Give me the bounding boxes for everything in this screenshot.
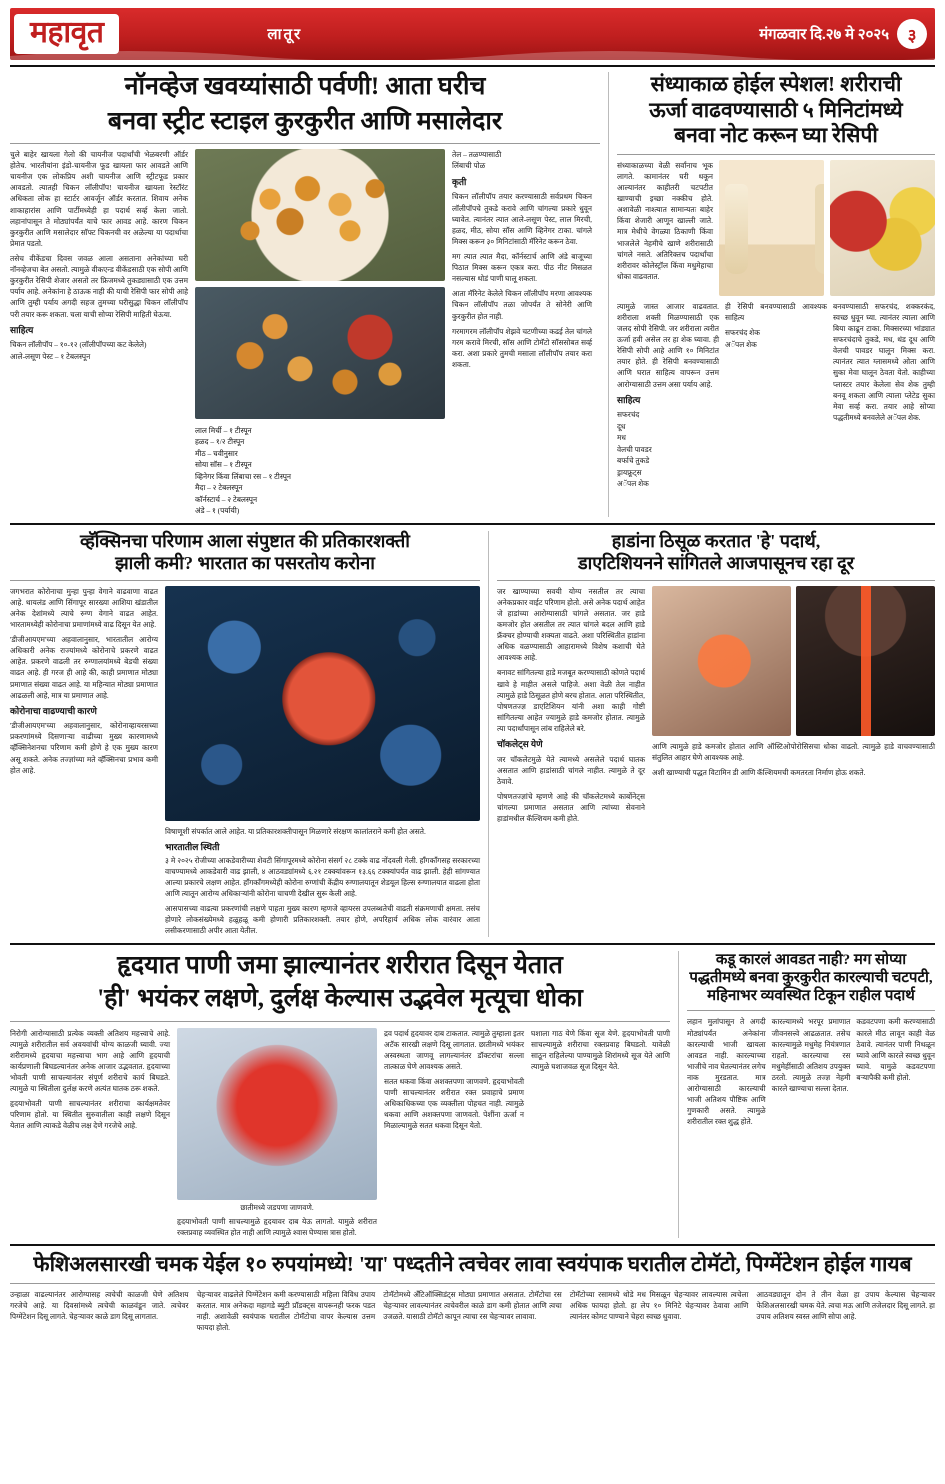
corona-para-6: आसपासच्या वाढत्या प्रकरणांची लक्षणे पाहता मुख्य कारण म्हणजे व्हायरस उपलब्धतेची वाढती संक्रमणाची क्षमता. तसंच होणारे लोकसंख्येमध्ये हळूहळू कमी होणारी प्रतिकारशक्ती. तयार होणे, अपरिहार्य अधिक लोक वारंवार आता लसीकरणासाठी अपीर आता येतील. <box>165 904 480 936</box>
heart-para-3: हृदयाभोवती पाणी साचल्यामुळे हृदयावर दाब येऊ लागतो. यामुळे शरीरात रक्तप्रवाह व्यवस्थित होत नाही आणि त्यामुळे श्वास घेण्यास त्रास होतो. <box>177 1217 377 1238</box>
article-pakoda <box>10 72 600 517</box>
smoothie-sub-item: अॅपल शेक <box>725 339 757 349</box>
corona-subhead-2: भारतातील स्थिती <box>165 841 220 852</box>
corona-headline-1: व्हॅक्सिनचा परिणाम आला संपुष्टात की प्रतिकारशक्ती <box>80 530 410 551</box>
smoothie-headline-3: बनवा नोट करून घ्या रेसिपी <box>674 123 878 148</box>
pakoda-method-heading: कृती <box>452 176 467 187</box>
pakoda-method-1: चिकन लॉलीपॉप तयार करण्यासाठी सर्वप्रथम चिकन लॉलीपॉपचे तुकडे करावे आणि चांगल्या प्रकारे धुवून घ्यावेत. त्यानंतर त्यात आले-लसूण पेस्ट, लाल मिरची, हळद, मीठ, सोया सॉस आणि व्हिनेगर टाका. चांगले मिक्स करून ३० मिनिटांसाठी मॅरिनेट करून ठेवा. <box>452 192 592 246</box>
smoothie-sub-item: सफरचंद शेक <box>725 328 760 338</box>
facial-headline: फेशिअलसारखी चमक येईल १० रुपयांमध्ये! 'या' पध्दतीने त्वचेवर लावा स्वयंपाक घरातील टोमॅटो, पिग्मेंटेशन होईल गायब <box>33 1252 912 1277</box>
corona-headline-2: झाली कमी? भारतात का पसरतोय करोना <box>115 552 375 573</box>
facial-col-5 <box>756 1289 935 1337</box>
smoothie-para-4: बनवण्यासाठी सफरचंद, शक्करकंद, स्वच्छ धुवून घ्या. त्यानंतर त्याला आणि बिया काढून टाका. मिक्सरच्या भांड्यात सफरचंदाचे तुकडे, मध, थंड दूध आणि वेलची पावडर घालून मिक्स करा. त्यानंतर त्यात ग्लासमध्ये ओता आणि सुका मेवा घालून ठेवता येतो. काहीच्या प्लास्टर तयार केलेला सेव शेक तुम्ही बनवू शकता आणि त्याला प्लेटेड सुका मेवा सर्व्ह करा. तयार आहे सोप्या पद्धतीमध्ये बनवलेले अॅपल शेक. <box>833 301 935 422</box>
corona-col-1 <box>10 586 158 937</box>
pakoda-para-1: चुले बाहेर खायला गेलो की चायनीज पदार्थांची भेळबरणी ऑर्डर होतेच. भारतीयांना इंडो-चायनीज फूड खायला फार आवडते आणि चायनीज एक लोकप्रिय अशी चायनीज आणि स्ट्रीटफूड प्रकार आवडतो. त्यातही चिकन लॉलीपॉप! चायनीज खायला रेस्टॉरंट अधिकता लोक हा स्टार्टर आवर्जून ऑर्डर करतात. शिवाय अनेक शाकाहारांस आणि पार्टीमध्येही हा पदार्थ सर्व्ह केला जातो. लहानांपासून ते मोठ्यांपर्यंत याचे फार आवड आहे. कारण चिकन कुरकुरीत आणि मसालेदार सॉफ्ट चिकनची वर अळेल्या या पदार्थाचा प्रेमात पडतो. <box>10 150 188 248</box>
pakoda-para-2: तसेच वीकेंडचा दिवस जवळ आला असताना अनेकांच्या घरी नॉनव्हेजचा बेत असतो. त्यामुळे वीकएन्ड वीकेंडसाठी एक सोपी आणि कुरकुरीत रेसिपी शेजार असतो तर फ्रिजमध्ये तुकड्यासाठी एक उत्तम पर्याय आहे. अनेकांना हे ठाऊक नाही की याची रेसिपी फार सोपी आहे आणि तुम्ही पर्याय अगदी सहज तुमच्या घरीसुद्धा चिकन लॉलीपॉप परी तयार करू शकता. चला याची सोप्या रेसिपी माहिती घेऊया. <box>10 253 188 319</box>
coronavirus-photo <box>165 586 480 821</box>
facial-col-2 <box>197 1289 376 1337</box>
pakoda-ingredient-item: आले-लसूण पेस्ट – १ टेबलस्पून <box>10 351 91 361</box>
smoothie-ingredients-heading: साहित्य <box>617 394 641 405</box>
corona-para-2: 'डीजीआयएम'च्या अहवालानुसार, भारतातील आरोग्य अधिकारी अनेक राज्यांमध्ये कोरोनाचे प्रकरणे वाढत आहेत. प्रकरणे वाढली तर रुग्णालयांमध्ये बेडची संख्या वाढत आहे. ही गरज ही आहे की, काही प्रमाणात मोठ्या प्रमाणात संख्या वाढत आहे. या महिन्यात मोठ्या प्रमाणात आढळली आहे, मात्र या प्रमाणात आहे. <box>10 635 158 700</box>
pakoda-method-2: मग त्यात त्यात मैदा, कॉर्नस्टार्च आणि अंडे बाजूच्या पिठात मिक्स करून एकत्र करा. पीठ नीट मिसळत नसल्यास थोडं पाणी घालू शकता. <box>452 251 592 284</box>
karela-para-2: कारल्यामध्ये भरपूर प्रमाणात जीवनसत्त्वे आढळतात. तसेच कारल्यामुळे मधुमेह नियंत्रणात राहतो. कारल्याचा रस मधुमेहींसाठी अतिशय उपयुक्त ठरतो. त्यामुळे तज्ज्ञ नेहमी कारले खाण्याचा सल्ला देतात. <box>771 1017 851 1094</box>
smoothie-col-1 <box>617 160 713 296</box>
karela-col-2 <box>772 1016 851 1131</box>
facial-col-1 <box>10 1289 189 1337</box>
pakoda-ingredient-item: हळद – १/२ टीस्पून <box>195 437 245 447</box>
corona-para-1: जगभरात कोरोनाचा मुन्हा पुन्हा वेगाने वाढवाणा वाढत आहे. थायलंड आणि सिंगापूर सारख्या आशिया खंडातील अनेक देशांमध्ये त्याचे रुग्ण वेगाने वाढत आहेत. भारतामध्येही कोरोनाचा प्रमाणांमध्ये वाढ दिसून येत आहे. <box>10 586 158 629</box>
karela-headline-1: कडू कारलं आवडत नाही? मग सोप्या <box>715 951 907 968</box>
heart-headline-1: हृदयात पाणी जमा झाल्यानंतर शरीरात दिसून येतात <box>117 951 563 979</box>
bones-headline-2: डाएटिशियनने सांगितले आजपासूनच रहा दूर <box>577 552 855 573</box>
article-smoothie <box>608 72 935 517</box>
masthead-edition: लातूर <box>267 27 303 43</box>
smoothie-para-3: ही रेसिपी बनवण्यासाठी आवश्यक साहित्य <box>725 301 827 322</box>
bones-para-6: अशी खाण्याची पद्धत विटामिन डी आणि कॅल्शियमची कमतरता निर्माण होऊ शकते. <box>652 767 866 777</box>
karela-para-1: लहान मुलांपासून ते अगदी मोठ्यांपर्यंत अनेकांना कारल्याची भाजी खायला आवडत नाही. कारल्याच्या भाजीचे नाव घेतल्यानंतर लगेच नाक मुरडतात. मात्र आरोग्यासाठी कारल्याची भाजी अतिशय पौष्टिक आणि गुणकारी असते. त्यामुळे शरीरातील रक्त शुद्ध होते. <box>687 1017 766 1127</box>
karela-headline-2: पद्धतीमध्ये बनवा कुरकुरीत कारल्याची चटपटी, <box>689 969 933 986</box>
pakoda-col-3 <box>452 149 592 517</box>
chicken-lollipop-photo <box>195 287 445 419</box>
smoothie-para-2: त्यामुळे जास्त आजार वाढवतात. शरीराला शक्ती मिळण्यासाठी एक जलद सोपी रेसिपी. जर शरीराला त्वरीत ऊर्जा हवी असेल तर हा शेक घ्यावा. ही रेसिपी सोपी आहे आणि १० मिनिटांत तयार होते. ही रेसिपी बनवण्यासाठी आणि घरात साहित्य वापरून उत्तम आरोग्यासाठी उत्तम असा पर्याय आहे. <box>617 301 719 389</box>
smoothie-col-2 <box>617 301 719 490</box>
karela-para-3: कडवटपणा कमी करण्यासाठी कारले मीठ लावून काही वेळ ठेवावे. त्यानंतर पाणी निथळून घ्यावे आणि कारले स्वच्छ धुवून घ्यावे. यामुळे कडवटपणा बऱ्यापैकी कमी होतो. <box>856 1017 936 1082</box>
corona-subhead-1: कोरोनाचा वाढण्याची कारणे <box>10 705 97 716</box>
heart-col-4 <box>531 1028 670 1239</box>
heart-col-3 <box>384 1028 524 1239</box>
heart-para-5: सतत थकवा किंवा अशक्तपणा जाणवणे. हृदयाभोवती पाणी साचल्यानंतर शरीरात रक्त प्रवाहाचे प्रमाण अधिकाधिकच्या एक व्यक्तीला पोहचत नाही. त्यामुळे थकवा आणि अशक्तपणा जाणवतो. पेशींना ऊर्जा न मिळाल्यामुळे सतत थकवा दिसून येतो. <box>384 1076 524 1131</box>
smoothie-col-4 <box>833 301 935 490</box>
smoothie-ingredient-item: मध <box>617 433 626 443</box>
bones-para-5: आणि त्यामुळे हाडे कमजोर होतात आणि ऑस्टिओपोरोसिसचा धोका वाढतो. त्यामुळे हाडे वाचवण्यासाठी संतुलित आहार घेणे आवश्यक आहे. <box>652 741 935 762</box>
facial-para-5: आठवड्यातून दोन ते तीन वेळा हा उपाय केल्यास चेहऱ्यावर फेशिअलसारखी चमक येते. त्वचा मऊ आणि तजेलदार दिसू लागते. हा उपाय अतिशय स्वस्त आणि सोपा आहे. <box>756 1290 935 1322</box>
pakoda-method-4: गरमागरम लॉलीपॉप शेझवे चटणीच्या कढई तेल चांगले गरम करावे मिरची, सॉस आणि टोमॅटो सॉससोबत सर्व्ह करा. अशा प्रकारे तुमची मसाला लॉलीपॉप तयार करा शकता. <box>452 326 592 369</box>
smoothie-para-1: संध्याकाळच्या वेळी सर्वांनाच भूक लागते. कामानंतर घरी थकून आल्यानंतर काहीतरी चटपटीत खाण्याची इच्छा नक्कीच होते. अशावेळी नाश्त्यात सामान्यतः बाहेर किंवा शेजारी आणून खाल्ली जाते. मात्र मेथीचे वेगळ्या ठिकाणी किंवा भाजलेले नेहमीचे खाणे शरीरासाठी चांगले नसते. अतिरिक्तच पदार्थांचा शरीरावर कोलेस्ट्रॉल किंवा मधुमेहाचा धोका वाढवतात. <box>617 160 713 281</box>
heart-para-4: द्रव पदार्थ हृदयावर दाब टाकतात. त्यामुळे तुम्हाला इतर अटॅक सारखी लक्षणे दिसू लागतात. छातीमध्ये भयंकर अस्वस्थता जाणवू लागल्यानंतर डॉक्टरांचा सल्ला तात्काळ घेणे आवश्यक असते. <box>384 1028 524 1071</box>
facial-para-2: चेहऱ्यावर वाढलेले पिग्मेंटेशन कमी करण्यासाठी महिला विविध उपाय करतात. मात्र अनेकदा महागडे ब्युटी प्रॉडक्ट्स वापरूनही फरक पडत नाही. अशावेळी स्वयंपाक घरातील टोमॅटोचा वापर केल्यास उत्तम फायदा होतो. <box>196 1290 376 1333</box>
corona-para-3: 'डीजीआयएम'च्या अहवालानुसार, कोरोनाव्हायरसच्या प्रकरणांमध्ये दिसणाऱ्या वाढीच्या मुख्य कारणामध्ये व्हॅक्सिनेशनचा परिणाम कमी होणे हे एक मुख्य कारण असू शकते. अनेक तज्ज्ञांच्या मते व्हॅक्सिनचा प्रभाव कमी होत आहे. <box>10 721 158 775</box>
bones-para-1: जर खाण्याच्या सवयी योग्य नसतील तर त्याचा अनेकप्रकार वाईट परिणाम होतो. असे अनेक पदार्थ आहेत जे हाडांच्या आरोग्यासाठी चांगले असतात. जर हाडे कमजोर होत असतील तर त्यात चांगले बदल आणि हाडे फ्रॅक्चर होण्याची शक्यता वाढते. अशा परिस्थितीत हाडांना अधिक वळण्यासाठी आहारामध्ये विशेष कशाची घेते आवश्यक आहे. <box>497 586 645 663</box>
smoothie-sub-item: अॅपल शेक <box>617 479 649 489</box>
karela-col-3 <box>856 1016 935 1131</box>
facial-para-4: टोमॅटोच्या रसामध्ये थोडे मध मिसळून चेहऱ्यावर लावल्यास त्वचेला अधिक फायदा होतो. हा लेप १० मिनिटे चेहऱ्यावर ठेवावा आणि त्यानंतर कोमट पाण्याने चेहरा स्वच्छ धुवावा. <box>569 1290 749 1322</box>
smoothie-headline-1: संध्याकाळ होईल स्पेशल! शरीराची <box>650 72 902 96</box>
knee-pain-photo <box>652 586 791 736</box>
pakoda-ingredient-item: सोया सॉस – १ टीस्पून <box>195 460 252 470</box>
heart-para-2: हृदयाभोवती पाणी साचल्यानंतर शरीराचा कार्यक्षमतेवर परिणाम होतो. या स्थितीत सुरुवातीला काही लक्षणे दिसून येतात आणि त्याकडे वेळीच लक्ष देणे गरजेचे आहे. <box>10 1099 170 1131</box>
masthead <box>10 8 935 60</box>
facial-col-3 <box>383 1289 562 1337</box>
corona-para-4: विषाणूशी संपर्कात आले आहेत. या प्रतिकारशक्तीपासून मिळणारे संरक्षण कालांतराने कमी होत असते. <box>165 826 426 836</box>
bones-para-4: पोषणतज्ज्ञांचे म्हणणे आहे की चॉकलेटमध्ये कार्बोनेट्स चांगल्या प्रमाणात असतात आणि त्यांच्या सेवनाने हाडांमधील कॅल्शियम कमी होते. <box>497 791 645 824</box>
heart-anatomy-photo <box>177 1028 377 1200</box>
smoothie-headline-2: ऊर्जा वाढवण्यासाठी ५ मिनिटांमध्ये <box>649 97 903 122</box>
heart-headline-2: 'ही' भयंकर लक्षणे, दुर्लक्ष केल्यास उद्भवेल मृत्यूचा धोका <box>97 985 583 1013</box>
bones-para-2: बनावट सांगितल्या हाडे मजबूत करण्यासाठी कोणते पदार्थ खावे हे माहीत असले पाहिजे. अशा वेळी तेल नाहीत त्यामुळे हाडे ठिसूळत होणे बरच होतात. आता परिस्थितीत, पोषणतज्ज्ञ डाएटिशियन यांनी अशा काही गोष्टी सांगितल्या आहेत ज्यामुळे हाडे कमजोर होतात. त्यामुळे त्या पदार्थांपासून लांब राहिलेले बरे. <box>497 668 645 733</box>
smoothie-ingredient-item: ड्रायफ्रूट्स <box>617 467 642 477</box>
heart-para-6: घशाला गाठ येणे किंवा सूज येणे. हृदयाभोवती पाणी साचल्यामुळे शरीराचा रक्तप्रवाह बिघडतो. यावेळी साठून राहिलेल्या पाण्यामुळे शिरांमध्ये सूज येते आणि त्यामुळे घशाजवळ सूज दिसून येते. <box>531 1028 670 1071</box>
bones-image-col <box>652 586 935 829</box>
smoothie-photo <box>719 160 824 296</box>
pakoda-ingredient-item: अंडे – १ (पर्यायी) <box>195 506 240 516</box>
bones-headline-1: हाडांना ठिसूळ करतात 'हे' पदार्थ, <box>611 530 821 551</box>
smoothie-image-row <box>719 160 935 296</box>
article-facial <box>10 1252 935 1337</box>
spine-pain-photo <box>796 586 935 736</box>
page-number-badge: ३ <box>897 19 927 49</box>
pakoda-method-3: आता मॅरिनेट केलेले चिकन लॉलीपॉप मरणा आवश्यक चिकन लॉलीपॉप तळा जोपर्यंत ते सोनेरी आणि कुरकुरीत होत नाही. <box>452 289 592 321</box>
pakoda-ingredient-item: व्हिनेगर किंवा लिंबाचा रस – १ टीस्पून <box>195 471 291 481</box>
article-bones <box>488 531 935 937</box>
facial-col-4 <box>570 1289 749 1337</box>
heart-image-col <box>177 1028 377 1239</box>
corona-image-col <box>165 586 480 937</box>
karela-col-1 <box>687 1016 766 1131</box>
top-section <box>10 72 935 517</box>
masthead-wave-decoration <box>10 46 935 60</box>
pakoda-ingredient-item: तेल – तळण्यासाठी <box>452 150 502 159</box>
pakoda-ingredient-item: मैदा – २ टेबलस्पून <box>195 483 243 493</box>
pakoda-ingredient-item: कॉर्नस्टार्च – २ टेबलस्पून <box>195 494 258 504</box>
facial-para-3: टोमॅटोमध्ये अँटिऑक्सिडंट्स मोठ्या प्रमाणात असतात. टोमॅटोचा रस चेहऱ्यावर लावल्यानंतर त्वचेवरील काळे डाग कमी होतात आणि त्वचा उजळते. यासाठी टोमॅटो कापून त्याचा रस चेहऱ्यावर लावावा. <box>383 1290 562 1322</box>
masthead-date: मंगळवार दि.२७ मे २०२५ <box>759 27 889 43</box>
article-karela <box>678 951 935 1239</box>
heart-photo-caption: छातीमध्ये जडपणा जाणवणे. <box>240 1202 314 1212</box>
pakoda-image-stack <box>195 149 445 517</box>
heart-para-1: निरोगी आरोग्यासाठी प्रत्येक व्यक्ती अतिशय महत्त्वाचे आहे. त्यामुळे शरीरातील सर्व अवयवांची योग्य काळजी घ्यावी. ज्या शरीरामध्ये हृदयाचा महत्त्वाचा भाग आहे आणि हृदयाची कार्यप्रणाली बिघडल्यानंतर अनेक आजार उद्भवतात. हृदयाच्या भोवती पाणी साचल्यानंतर संपूर्ण शरीराचे कार्य बिघडते. त्यामुळे या स्थितीला दुर्लक्ष करणे अत्यंत घातक ठरू शकते. <box>10 1028 170 1094</box>
bones-subhead: चॉकलेट्स येणे <box>497 739 543 750</box>
pakoda-ingredient-item: चिकन लॉलीपॉप – १०-१२ (लॉलीपॉपच्या कट केलेले) <box>10 340 147 350</box>
article-corona <box>10 531 480 937</box>
pakoda-ingredient-item: लाल मिर्ची – १ टीस्पून <box>195 426 252 435</box>
corona-para-5: ३ मे २०२५ रोजीच्या आकडेवारीच्या शेवटी सिंगापूरमध्ये कोरोना संसर्ग २८ टक्के वाढ नोंदवली गेली. हाँगकाँगसह सरकारच्या वाचण्यामध्ये आकडेवारी वाढ झाली, ४ आठवड्यांमध्ये ६.२१ टक्क्यांवरून १३.६६ टक्क्यांपर्यंत वाढ झाली. हेही सांगण्यात आल्या प्रकारचे लक्षण आहेत. हाँगकाँगमध्येही कोरोना रुग्णांची केंद्रीय रुग्णालयातून शेडयूल हिल्स रुग्णालयात वाढला होता आणि त्यातून आरोग्य अधिकाऱ्यांनी कोरोना चाचणी देखील सुरू केली आहे. <box>165 855 480 899</box>
karela-headline-3: महिनाभर व्यवस्थित टिकून राहील पदार्थ <box>707 988 915 1005</box>
smoothie-ingredient-item: सफरचंद <box>617 410 640 420</box>
facial-para-1: उन्हाळा वाढल्यानंतर आरोग्यासह त्वचेची काळजी घेणे अतिशय गरजेचे आहे. या दिवसांमध्ये त्वचेची काळवंडून जाते. त्वचेवर पिग्मेंटेशन दिसू लागते. चेहऱ्यावर काळे डाग दिसू लागतात. <box>10 1290 189 1322</box>
article-heart <box>10 951 670 1239</box>
pakoda-col-1 <box>10 149 188 517</box>
middle-section <box>10 531 935 937</box>
pakoda-headline-2: बनवा स्ट्रीट स्टाइल कुरकुरीत आणि मसालेदार <box>107 107 503 135</box>
smoothie-ingredient-item: दूध <box>617 421 626 431</box>
pakoda-ingredients-heading: साहित्य <box>10 324 34 335</box>
bones-para-3: जर चॉकलेटमुळे येते त्यामध्ये असलेले पदार्थ घातक असतात आणि हाडांसाठी चांगले नाहीत. त्यामुळे ते दूर ठेवावे. <box>497 754 645 786</box>
pakoda-headline-1: नॉनव्हेज खवय्यांसाठी पर्वणी! आता घरीच <box>124 73 486 100</box>
pakoda-ingredient-item: मीठ – चवीनुसार <box>195 448 238 458</box>
heart-col-1 <box>10 1028 170 1239</box>
smoothie-ingredient-item: वेलची पावडर <box>617 444 652 454</box>
masthead-logo: महावृत <box>30 16 104 49</box>
lower-section <box>10 951 935 1239</box>
smoothie-col-3 <box>725 301 827 490</box>
bones-col-1 <box>497 586 645 829</box>
fruits-photo <box>830 160 935 296</box>
pakoda-photo <box>195 149 445 281</box>
smoothie-ingredient-item: बर्फाचे तुकडे <box>617 456 650 466</box>
pakoda-ingredient-item: लिंबाची पोळ <box>452 161 486 171</box>
